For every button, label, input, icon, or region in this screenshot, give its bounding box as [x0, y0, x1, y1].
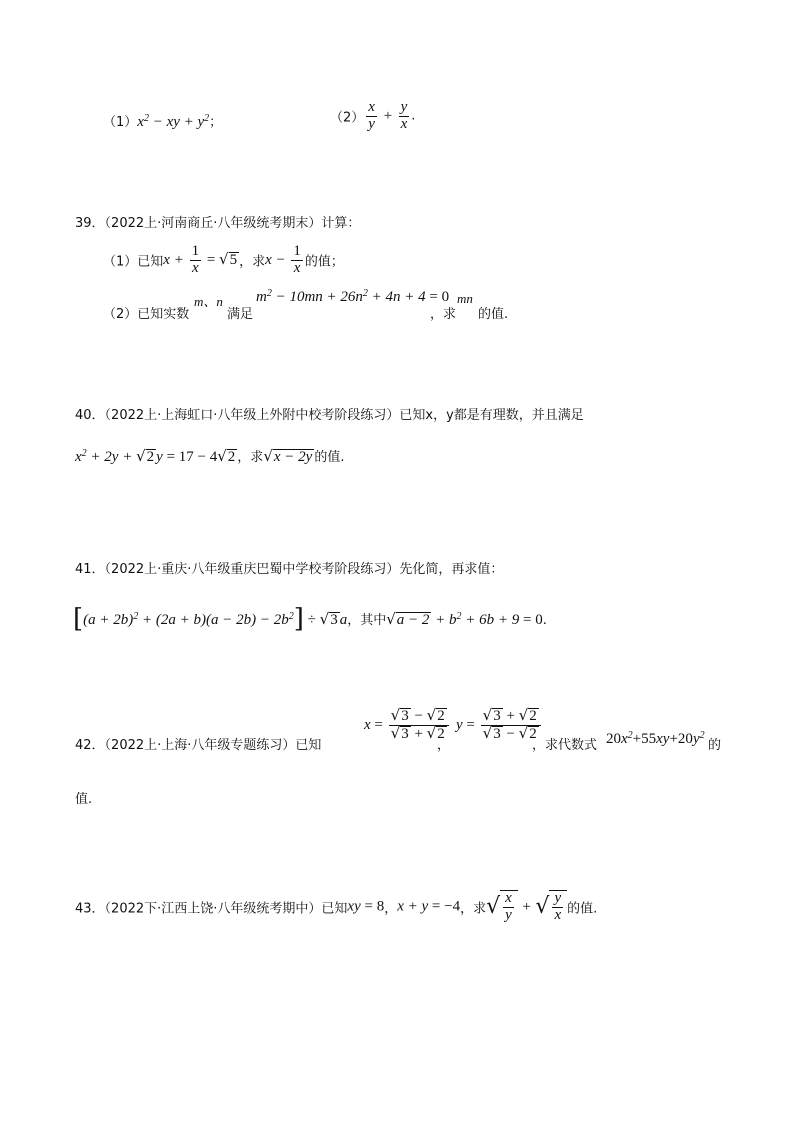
q39-part1-target: x − $\frac{1}{x}$: [265, 243, 301, 276]
q43-condition-1: xy = 8: [347, 898, 385, 915]
q43-line: [75, 890, 597, 924]
q40-equation: $x^2 + 2y + √2$ y = 17 − 4√2: [75, 447, 236, 465]
q39-part2-equation: $m^2 - 10mn + 26n^2 + 4n + 4 = 0$: [256, 288, 450, 305]
q39-part2-suffix: 的值.: [478, 307, 509, 322]
q42-suffix: 的: [708, 738, 722, 753]
q41-expression-line: [73, 604, 547, 634]
q38-part1-label: （1）: [103, 115, 138, 130]
q38-part2: [330, 100, 415, 133]
q39-header: 39．（2022上·河南商丘·八年级统考期末）计算：: [75, 216, 361, 231]
q40-ask: ，求: [237, 450, 264, 465]
q40-suffix: 的值.: [314, 450, 345, 465]
q43-condition-2: x + y = −4: [397, 898, 461, 915]
q39-part1-suffix: 的值；: [304, 254, 344, 270]
q40-header: 40．（2022上·上海虹口·八年级上外附中校考阶段练习）已知x，y都是有理数，并且满足: [75, 408, 584, 423]
q41-where: ，其中: [347, 613, 387, 628]
q39-part2-prefix: （2）已知实数: [103, 307, 190, 322]
q41-expression: $[(a + 2b)^2 + (2a + b)(a - 2b) - 2b^2] \div √3$ a: [73, 604, 348, 634]
q39-part2-vars: m、n: [194, 294, 223, 309]
q41-end: .: [542, 613, 547, 628]
q43-sep: ，: [384, 901, 398, 917]
q38-part2-end: .: [411, 108, 416, 124]
q41-condition: $√a - 2 + b^2 + 6b + 9 = 0$: [386, 610, 543, 628]
q39-part1-condition: x + $\frac{1}{x}$ = √5: [163, 243, 238, 276]
q38-part1: [103, 111, 222, 131]
q42-sep: ，: [437, 738, 451, 753]
q42-ask: ，求代数式: [532, 738, 598, 753]
q39-part1: [103, 244, 344, 277]
q39-part2-target: mn: [457, 291, 473, 306]
q38-part2-expression: $\frac{x}{y}$ + $\frac{y}{x}$: [368, 99, 408, 132]
q43-target: √ $\frac{x}{y}$ + √ $\frac{y}{x}$: [486, 899, 567, 915]
q43-suffix: 的值.: [567, 901, 598, 917]
q38-part1-sep: ；: [209, 115, 223, 130]
q41-header: 41．（2022上·重庆·八年级重庆巴蜀中学校考阶段练习）先化简，再求值：: [75, 562, 504, 577]
q42-expression: $20x^2+55xy+20y^2$: [606, 730, 705, 747]
q42-header: 42．（2022上·上海·八年级专题练习）已知: [75, 738, 322, 753]
q38-part1-expression: $x^2$ − xy + $y^2$: [137, 113, 210, 130]
q39-part1-prefix: （1）已知: [103, 254, 164, 270]
q43-header: 43．（2022下·江西上饶·八年级统考期中）已知: [75, 901, 348, 917]
q42-x-definition: x = $\frac{√3 - √2}{√3 + √2}$: [364, 708, 451, 743]
q40-equation-line: [75, 446, 344, 466]
q43-ask: ，求: [460, 901, 487, 917]
q39-part2-ask: ，求: [430, 307, 457, 322]
q40-target: √x − 2y: [263, 447, 313, 465]
q42-y-definition: y = $\frac{√3 + √2}{√3 - √2}$: [456, 708, 543, 743]
q39-part1-mid: ，求: [239, 254, 266, 270]
q39-part2-mid: 满足: [227, 307, 254, 322]
q38-part2-label: （2）: [330, 110, 365, 126]
q42-line2: 值.: [75, 792, 93, 807]
